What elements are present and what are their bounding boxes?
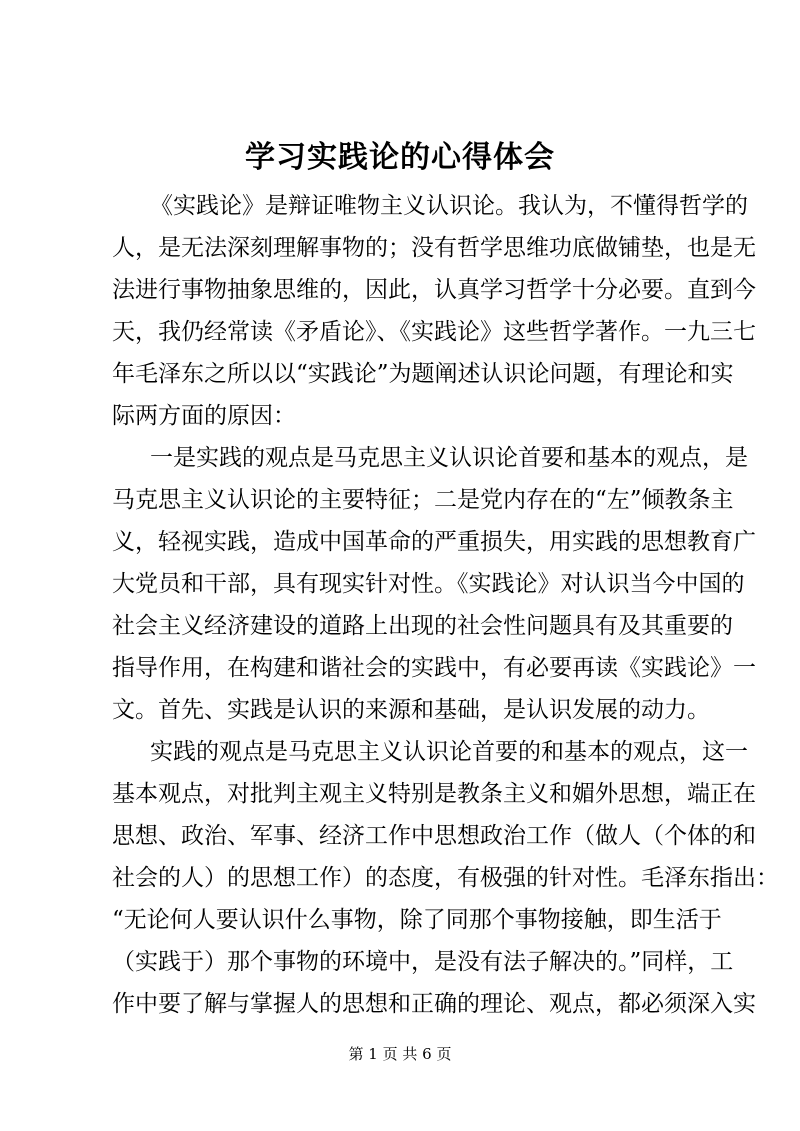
document-body — [112, 185, 779, 1025]
body-line: 义，轻视实践，造成中国革命的严重损失，用实践的思想教育广 — [112, 529, 756, 555]
body-line: 社会主义经济建设的道路上出现的社会性问题具有及其重要的 — [112, 613, 733, 639]
body-line: “无论何人要认识什么事物，除了同那个事物接触，即生活于 — [112, 907, 722, 933]
body-line: 大党员和干部，具有现实针对性。《实践论》对认识当今中国的 — [112, 571, 745, 597]
body-line: 际两方面的原因： — [112, 403, 296, 429]
body-line: 思想、政治、军事、经济工作中思想政治工作（做人（个体的和 — [112, 823, 756, 849]
body-line: 指导作用，在构建和谐社会的实践中，有必要再读《实践论》一 — [112, 655, 756, 681]
body-line: 社会的人）的思想工作）的态度，有极强的针对性。毛泽东指出： — [112, 865, 779, 891]
body-line: 文。首先、实践是认识的来源和基础，是认识发展的动力。 — [112, 697, 710, 723]
page-footer: 第 1 页 共 6 页 — [348, 1045, 452, 1063]
body-line: 人，是无法深刻理解事物的；没有哲学思维功底做铺垫，也是无 — [112, 235, 756, 261]
body-line: 法进行事物抽象思维的，因此，认真学习哲学十分必要。直到今 — [112, 277, 756, 303]
body-line: 实践的观点是马克思主义认识论首要的和基本的观点，这一 — [150, 739, 748, 765]
body-line: 作中要了解与掌握人的思想和正确的理论、观点，都必须深入实 — [112, 991, 756, 1017]
body-line: 天，我仍经常读《矛盾论》、《实践论》这些哲学著作。一九三七 — [112, 319, 756, 345]
body-line: 一是实践的观点是马克思主义认识论首要和基本的观点，是 — [150, 445, 748, 471]
body-line: 年毛泽东之所以以“实践论”为题阐述认识论问题，有理论和实 — [112, 361, 734, 387]
document-title: 学习实践论的心得体会 — [245, 140, 555, 175]
body-line: 基本观点，对批判主观主义特别是教条主义和媚外思想，端正在 — [112, 781, 756, 807]
body-line: 马克思主义认识论的主要特征；二是党内存在的“左”倾教条主 — [112, 487, 734, 513]
body-line: 《实践论》是辩证唯物主义认识论。我认为，不懂得哲学的 — [150, 193, 748, 219]
body-line: （实践于）那个事物的环境中，是没有法子解决的。”同样，工 — [112, 949, 734, 975]
